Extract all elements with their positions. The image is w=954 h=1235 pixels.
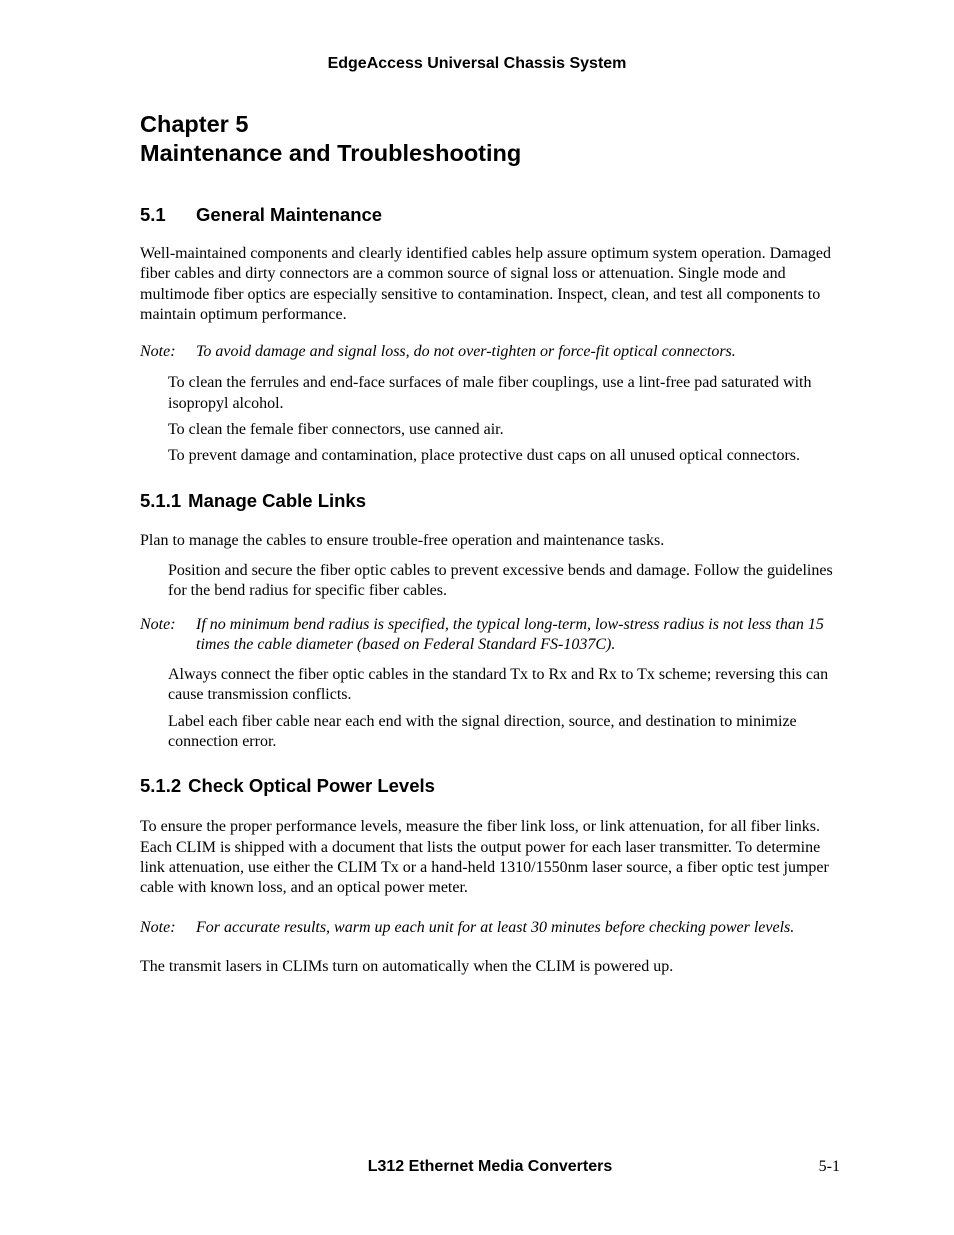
chapter-title: Maintenance and Troubleshooting [140,140,522,166]
chapter-heading [140,110,842,168]
section-title: General Maintenance [196,204,383,225]
maintenance-item-2: To clean the female fiber connectors, use canned air. [168,421,504,439]
note-label: Note: [140,918,176,936]
section-5-1-intro: Well-maintained components and clearly identified cables help assure optimum system operation. Damaged fiber cables and dirty connectors are a common source of signal loss or attenuation. Single mode and multimode fiber optics are especially sensitive to contamination. Inspect, clean, and test all components to maintain optimum performance. [140,245,831,323]
note-text: To avoid damage and signal loss, do not over-tighten or force-fit optical connectors. [196,343,736,361]
section-5-1-2-outro: The transmit lasers in CLIMs turn on automatically when the CLIM is powered up. [140,957,674,975]
section-number: 5.1.1 [140,489,182,511]
section-heading-5-1 [140,203,842,227]
footer-title: L312 Ethernet Media Converters [367,1158,613,1175]
section-5-1-1-intro: Plan to manage the cables to ensure trouble-free operation and maintenance tasks. [140,531,665,549]
maintenance-item-3: To prevent damage and contamination, place protective dust caps on all unused optical connectors. [168,447,800,465]
cable-item-1: Position and secure the fiber optic cables to prevent excessive bends and damage. Follow the guidelines for the bend radius for specific fiber cables. [168,561,833,600]
running-footer [0,1158,954,1180]
page-content [140,110,842,977]
note-5-1 [140,342,842,362]
note-5-1-1 [140,615,842,656]
note-label: Note: [140,615,176,633]
section-title: Check Optical Power Levels [188,775,435,797]
section-heading-5-1-1 [140,489,842,513]
page-number: 5-1 [818,1158,840,1175]
cable-item-3: Label each fiber cable near each end with the signal direction, source, and destination to minimize connection error. [168,712,797,751]
cable-item-2: Always connect the fiber optic cables in the standard Tx to Rx and Rx to Tx scheme; reversing this can cause transmission conflicts. [168,666,829,704]
section-number: 5.1.2 [140,775,182,797]
maintenance-item-1: To clean the ferrules and end-face surfaces of male fiber couplings, use a lint-free pad saturated with isopropyl alcohol. [168,374,812,412]
section-number: 5.1 [140,204,166,225]
note-text: For accurate results, warm up each unit for at least 30 minutes before checking power levels. [196,918,795,936]
note-5-1-2 [140,918,842,938]
note-text: If no minimum bend radius is specified, the typical long-term, low-stress radius is not less than 15 times the cable diameter (based on Federal Standard FS-1037C). [196,615,824,653]
chapter-number: Chapter 5 [140,111,249,137]
note-label: Note: [140,343,176,361]
running-header: EdgeAccess Universal Chassis System [327,55,627,72]
section-5-1-2-intro: To ensure the proper performance levels, measure the fiber link loss, or link attenuation, for all fiber links. Each CLIM is shipped with a document that lists the output power for each laser transmitter. To determine link attenuation, use either the CLIM Tx or a hand-held 1310/1550nm laser source, a fiber optic test jumper cable with known loss, and an optical power meter. [140,818,829,897]
section-title: Manage Cable Links [188,489,367,511]
section-heading-5-1-2 [140,774,842,798]
